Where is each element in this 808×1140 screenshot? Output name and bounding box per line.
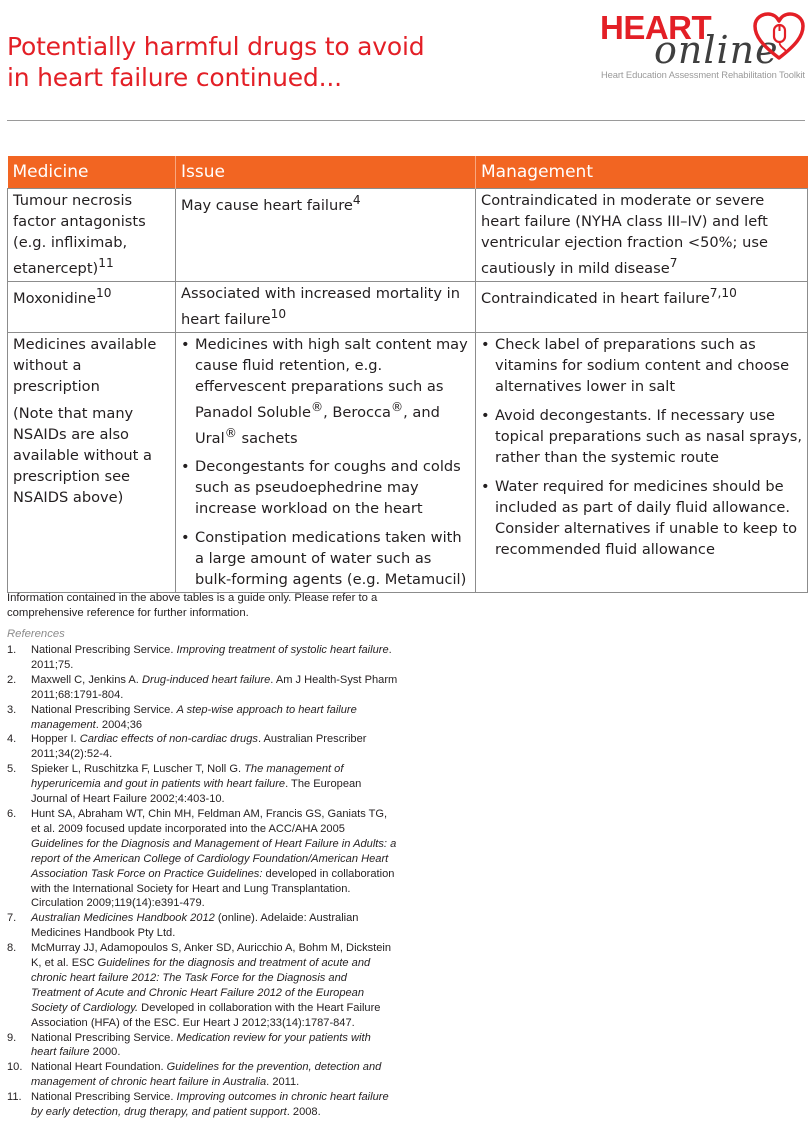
reference-number: 8. xyxy=(7,942,17,955)
column-header-medicine: Medicine xyxy=(8,156,176,189)
management-text: Contraindicated in heart failure xyxy=(481,289,710,307)
management-bullet-list xyxy=(481,334,802,560)
citation-sup: 10 xyxy=(270,306,287,321)
management-cell xyxy=(476,332,808,593)
issue-cell xyxy=(176,281,476,332)
logo-tagline: Heart Education Assessment Rehabilitation Toolkit xyxy=(601,69,805,80)
reference-text: Maxwell C, Jenkins A. xyxy=(31,673,142,686)
reference-text: . 2004;36 xyxy=(95,718,143,731)
issue-bullet-list xyxy=(181,334,470,591)
references-heading: References xyxy=(7,628,65,640)
reference-item xyxy=(7,941,399,1030)
citation-sup: 10 xyxy=(96,285,112,300)
harmful-drugs-table xyxy=(7,156,808,593)
reference-number: 7. xyxy=(7,912,17,925)
table-row xyxy=(8,281,808,332)
medicine-text: Moxonidine xyxy=(13,289,97,307)
reference-text: Spieker L, Ruschitzka F, Luscher T, Noll G. xyxy=(31,763,245,776)
citation-sup: 11 xyxy=(98,256,114,270)
registered-mark: ® xyxy=(224,425,237,440)
reference-text: developed in collaboration with the International Society for Heart and Lung Transplantation. Circulation 2009;119(14):e391-479. xyxy=(31,867,395,910)
reference-text: Hopper I. xyxy=(31,733,80,746)
reference-title: Cardiac effects of non-cardiac drugs xyxy=(79,733,258,746)
reference-title: A step-wise approach to heart failure management xyxy=(31,703,357,731)
medicine-text: Tumour necrosis factor antagonists (e.g. infliximab, etanercept) xyxy=(13,192,146,277)
reference-text: . The European Journal of Heart Failure 2002;4:403-10. xyxy=(31,778,362,806)
reference-text: National Prescribing Service. xyxy=(31,1091,177,1104)
logo-word-online: online xyxy=(654,28,779,72)
reference-title: Improving treatment of systolic heart failure xyxy=(176,644,389,656)
reference-number: 4. xyxy=(7,733,17,746)
reference-text: National Prescribing Service. xyxy=(31,703,177,716)
heart-online-logo xyxy=(598,10,806,82)
reference-item xyxy=(7,703,399,733)
reference-number: 10. xyxy=(7,1061,23,1074)
reference-text: . 2011;75. xyxy=(31,644,392,671)
reference-text: McMurray JJ, Adamopoulos S, Anker SD, Auricchio A, Bohm M, Dickstein K, et al. ESC xyxy=(31,942,392,970)
column-header-management: Management xyxy=(476,156,808,189)
medicine-cell xyxy=(8,281,176,332)
medicine-cell xyxy=(8,189,176,282)
bullet-text: Medicines with high salt content may cause fluid retention, e.g. effervescent preparations such as Panadol Soluble xyxy=(195,335,468,421)
table-row xyxy=(8,189,808,282)
reference-number: 2. xyxy=(7,673,17,686)
table-header-row xyxy=(8,156,808,189)
page-title-line-2: in heart failure continued... xyxy=(7,62,342,92)
reference-text: National Prescribing Service. xyxy=(31,644,177,656)
bullet-text: , and Ural xyxy=(195,403,440,447)
reference-text: (online). Adelaide: Australian Medicines Handbook Pty Ltd. xyxy=(31,912,359,940)
list-item: • Decongestants for coughs and colds such as pseudoephedrine may increase workload on the heart xyxy=(181,456,470,519)
reference-number: 3. xyxy=(7,703,17,716)
header-divider xyxy=(7,120,805,121)
reference-text: . Am J Health-Syst Pharm 2011;68:1791-804. xyxy=(31,673,398,701)
table-row xyxy=(8,332,808,593)
reference-title: Guidelines for the prevention, detection and management of chronic heart failure in Australia xyxy=(31,1061,382,1089)
reference-title: Drug-induced heart failure xyxy=(141,673,271,686)
reference-title: Guidelines for the diagnosis and treatment of acute and chronic heart failure 2012: The Task Force for the Diagnosis and Treatment of Acute and Chronic Heart Failure 2012 of the European Society of Cardiology. xyxy=(31,957,371,1014)
reference-text: Hunt SA, Abraham WT, Chin MH, Feldman AM, Francis GS, Ganiats TG, et al. 2009 focused update incorporated into the ACC/AHA 2005 xyxy=(31,807,388,835)
page-title xyxy=(7,31,527,93)
reference-item xyxy=(7,732,399,762)
reference-item xyxy=(7,673,399,703)
heart-mouse-icon xyxy=(752,12,806,62)
issue-text: Associated with increased mortality in heart failure xyxy=(181,284,460,328)
reference-item xyxy=(7,762,399,807)
medicine-cell xyxy=(8,332,176,593)
reference-text: Developed in collaboration with the Heart Failure Association (HFA) of the ESC. Eur Heart J 2012;33(14):1787-847. xyxy=(31,1001,381,1029)
issue-cell xyxy=(176,189,476,282)
reference-title: Guidelines for the Diagnosis and Management of Heart Failure in Adults: a report of the American College of Cardiology Foundation/American Heart Association Task Force on Practice Guidelines: xyxy=(31,837,397,880)
citation-sup: 4 xyxy=(352,193,361,207)
management-cell xyxy=(476,189,808,282)
reference-text: 2000. xyxy=(89,1046,121,1059)
reference-item xyxy=(7,1090,399,1120)
reference-title: The management of hyperuricemia and gout in patients with heart failure xyxy=(31,763,344,791)
reference-item xyxy=(7,807,399,911)
reference-title: Improving outcomes in chronic heart failure by early detection, drug therapy, and patient support xyxy=(31,1091,389,1119)
reference-text: National Heart Foundation. xyxy=(31,1061,167,1074)
references-list xyxy=(7,643,399,1120)
column-header-issue: Issue xyxy=(176,156,476,189)
reference-title: Medication review for your patients with heart failure xyxy=(31,1031,371,1059)
reference-number: 1. xyxy=(7,644,17,656)
registered-mark: ® xyxy=(310,399,324,414)
citation-sup: 7,10 xyxy=(709,285,737,300)
reference-item xyxy=(7,1060,399,1090)
medicine-note: (Note that many NSAIDs are also available without a prescription see NSAIDS above) xyxy=(13,404,152,506)
medicine-text: Medicines available without a prescription xyxy=(13,335,157,395)
reference-number: 11. xyxy=(7,1091,22,1104)
list-item xyxy=(181,334,470,449)
reference-number: 5. xyxy=(7,763,17,776)
reference-text: . 2011. xyxy=(266,1076,300,1089)
list-item: • Check label of preparations such as vitamins for sodium content and choose alternatives lower in salt xyxy=(481,334,802,397)
list-item: • Constipation medications taken with a large amount of water such as bulk-forming agents (e.g. Metamucil) xyxy=(181,527,470,590)
logo-word-heart: HEART xyxy=(600,9,712,46)
registered-mark: ® xyxy=(391,399,404,414)
reference-number: 9. xyxy=(7,1031,17,1044)
reference-number: 6. xyxy=(7,807,17,820)
list-item: • Water required for medicines should be included as part of daily fluid allowance. Consider alternatives if unable to keep to recommended fluid allowance xyxy=(481,476,802,560)
management-text: Contraindicated in moderate or severe heart failure (NYHA class III–IV) and left ventricular ejection fraction <50%; use cautiously in mild disease xyxy=(481,192,768,277)
issue-cell xyxy=(176,332,476,593)
reference-item xyxy=(7,911,399,941)
issue-text: May cause heart failure xyxy=(181,196,353,214)
page-title-line-1: Potentially harmful drugs to avoid xyxy=(7,31,425,61)
reference-item xyxy=(7,1031,399,1061)
reference-text: . 2008. xyxy=(286,1106,321,1119)
reference-item xyxy=(7,643,399,673)
bullet-text: sachets xyxy=(236,429,298,447)
list-item: • Avoid decongestants. If necessary use topical preparations such as nasal sprays, rather than the systemic route xyxy=(481,405,802,468)
reference-text: . Australian Prescriber 2011;34(2):52-4. xyxy=(31,733,367,761)
reference-title: Australian Medicines Handbook 2012 xyxy=(31,912,215,925)
reference-text: National Prescribing Service. xyxy=(31,1031,177,1044)
bullet-text: , Berocca xyxy=(323,403,391,421)
guide-disclaimer: Information contained in the above tables is a guide only. Please refer to a comprehensive reference for further information. xyxy=(7,592,378,619)
management-cell xyxy=(476,281,808,332)
citation-sup: 7 xyxy=(669,256,678,270)
